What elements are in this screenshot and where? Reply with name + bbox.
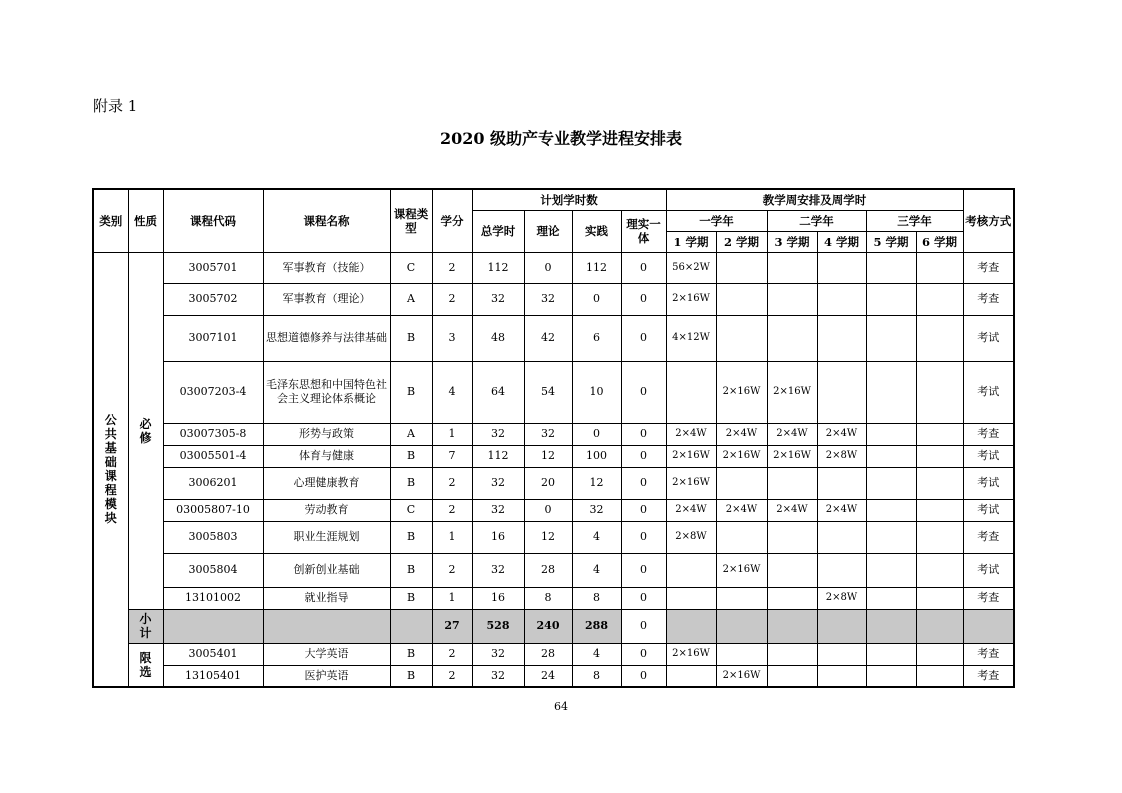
subtotal-name xyxy=(263,609,390,643)
cell-term-1 xyxy=(666,587,716,609)
cell-term-6 xyxy=(916,283,963,315)
cell-practerm-ice: 10 xyxy=(572,361,621,423)
cell-theory: 32 xyxy=(524,423,572,445)
cell-name: 创新创业基础 xyxy=(263,553,390,587)
cell-crediterm-: 2 xyxy=(432,499,472,521)
cell-crediterm-: 2 xyxy=(432,283,472,315)
cell-exam: 考查 xyxy=(963,643,1014,665)
table-row xyxy=(93,499,1014,521)
cell-type: B xyxy=(390,467,432,499)
cell-term-4 xyxy=(817,283,866,315)
cell-interm-egrated: 0 xyxy=(621,587,666,609)
cell-term-1: 2×4W xyxy=(666,423,716,445)
subtotal-term-1 xyxy=(666,609,716,643)
cell-term-2 xyxy=(716,521,767,553)
cell-practerm-ice: 100 xyxy=(572,445,621,467)
cell-name: 军事教育（理论） xyxy=(263,283,390,315)
cell-name: 体育与健康 xyxy=(263,445,390,467)
cell-name: 思想道德修养与法律基础 xyxy=(263,315,390,361)
cell-term-1: 2×8W xyxy=(666,521,716,553)
cell-term-5 xyxy=(866,553,916,587)
cell-interm-egrated: 0 xyxy=(621,315,666,361)
subtotal-type xyxy=(390,609,432,643)
cell-code: 3005702 xyxy=(163,283,263,315)
table-row xyxy=(93,467,1014,499)
cell-type: B xyxy=(390,553,432,587)
cell-theory: 42 xyxy=(524,315,572,361)
cell-theory: 8 xyxy=(524,587,572,609)
cell-code: 3007101 xyxy=(163,315,263,361)
cell-term-1: 2×16W xyxy=(666,445,716,467)
header-name: 课程名称 xyxy=(263,189,390,252)
cell-crediterm-: 1 xyxy=(432,521,472,553)
cell-term-4 xyxy=(817,252,866,283)
cell-term-3 xyxy=(767,521,817,553)
cell-term-6 xyxy=(916,361,963,423)
header-integrated: 理实一体 xyxy=(621,210,666,252)
table-row xyxy=(93,553,1014,587)
cell-term-5 xyxy=(866,665,916,687)
subtotal-term-6 xyxy=(916,609,963,643)
cell-total: 32 xyxy=(472,553,524,587)
cell-term-5 xyxy=(866,423,916,445)
subtotal-term-3 xyxy=(767,609,817,643)
table-row xyxy=(93,283,1014,315)
cell-term-1: 2×16W xyxy=(666,643,716,665)
subtotal-code xyxy=(163,609,263,643)
cell-term-2 xyxy=(716,283,767,315)
cell-term-4 xyxy=(817,643,866,665)
cell-interm-egrated: 0 xyxy=(621,499,666,521)
cell-practerm-ice: 4 xyxy=(572,643,621,665)
cell-total: 32 xyxy=(472,665,524,687)
table-row xyxy=(93,521,1014,553)
cell-term-5 xyxy=(866,587,916,609)
cell-total: 48 xyxy=(472,315,524,361)
cell-code: 13101002 xyxy=(163,587,263,609)
cell-type: B xyxy=(390,587,432,609)
cell-term-2: 2×16W xyxy=(716,553,767,587)
table-row xyxy=(93,587,1014,609)
cell-practerm-ice: 32 xyxy=(572,499,621,521)
cell-term-3: 2×16W xyxy=(767,361,817,423)
cell-term-2: 2×16W xyxy=(716,445,767,467)
cell-term-6 xyxy=(916,252,963,283)
cell-term-4: 2×8W xyxy=(817,587,866,609)
subtotal-practice: 288 xyxy=(572,609,621,643)
cell-total: 32 xyxy=(472,467,524,499)
cell-term-3 xyxy=(767,665,817,687)
header-term-5: 5 学期 xyxy=(866,231,916,252)
cell-code: 3005804 xyxy=(163,553,263,587)
cell-term-6 xyxy=(916,553,963,587)
cell-type: B xyxy=(390,445,432,467)
cell-term-1: 2×4W xyxy=(666,499,716,521)
cell-theory: 24 xyxy=(524,665,572,687)
header-year1: 一学年 xyxy=(666,210,767,231)
cell-theory: 0 xyxy=(524,499,572,521)
page-title: 2020 级助产专业教学进程安排表 xyxy=(439,129,683,148)
cell-term-4 xyxy=(817,521,866,553)
cell-interm-egrated: 0 xyxy=(621,643,666,665)
subtotal-integrated: 0 xyxy=(621,609,666,643)
cell-type: B xyxy=(390,521,432,553)
cell-exam: 考试 xyxy=(963,467,1014,499)
cell-name: 大学英语 xyxy=(263,643,390,665)
cell-practerm-ice: 4 xyxy=(572,553,621,587)
cell-term-3: 2×4W xyxy=(767,499,817,521)
header-type: 课程类型 xyxy=(390,189,432,252)
header-term-3: 3 学期 xyxy=(767,231,817,252)
cell-term-2: 2×16W xyxy=(716,361,767,423)
cell-term-6 xyxy=(916,665,963,687)
cell-interm-egrated: 0 xyxy=(621,553,666,587)
subtotal-total: 528 xyxy=(472,609,524,643)
subtotal-label-text: 小计 xyxy=(139,612,152,640)
cell-theory: 20 xyxy=(524,467,572,499)
cell-type: B xyxy=(390,665,432,687)
table-row xyxy=(93,643,1014,665)
cell-term-4 xyxy=(817,467,866,499)
cell-theory: 28 xyxy=(524,553,572,587)
cell-practerm-ice: 6 xyxy=(572,315,621,361)
cell-code: 03007203-4 xyxy=(163,361,263,423)
cell-practerm-ice: 12 xyxy=(572,467,621,499)
cell-name: 形势与政策 xyxy=(263,423,390,445)
cell-name: 医护英语 xyxy=(263,665,390,687)
cell-term-4: 2×4W xyxy=(817,423,866,445)
cell-term-1: 2×16W xyxy=(666,283,716,315)
cell-term-5 xyxy=(866,283,916,315)
cell-term-6 xyxy=(916,587,963,609)
cell-term-5 xyxy=(866,361,916,423)
cell-name: 军事教育（技能） xyxy=(263,252,390,283)
nature-elective-cell xyxy=(128,643,163,687)
header-term-2: 2 学期 xyxy=(716,231,767,252)
table-row xyxy=(93,665,1014,687)
cell-code: 3005401 xyxy=(163,643,263,665)
cell-term-2 xyxy=(716,587,767,609)
cell-term-5 xyxy=(866,467,916,499)
table-body xyxy=(93,252,1014,687)
cell-term-3 xyxy=(767,315,817,361)
cell-interm-egrated: 0 xyxy=(621,445,666,467)
subtotal-exam xyxy=(963,609,1014,643)
table-header xyxy=(93,189,1014,252)
cell-total: 32 xyxy=(472,283,524,315)
cell-total: 64 xyxy=(472,361,524,423)
subtotal-term-2 xyxy=(716,609,767,643)
cell-code: 3005701 xyxy=(163,252,263,283)
cell-term-2: 2×4W xyxy=(716,499,767,521)
table-row xyxy=(93,445,1014,467)
category-cell-text: 公共基础课程模块 xyxy=(104,413,117,526)
cell-crediterm-: 7 xyxy=(432,445,472,467)
header-nature: 性质 xyxy=(128,189,163,252)
cell-term-3 xyxy=(767,252,817,283)
cell-name: 就业指导 xyxy=(263,587,390,609)
cell-code: 03007305-8 xyxy=(163,423,263,445)
header-credit: 学分 xyxy=(432,189,472,252)
cell-term-2: 2×16W xyxy=(716,665,767,687)
cell-code: 3006201 xyxy=(163,467,263,499)
cell-term-4: 2×4W xyxy=(817,499,866,521)
cell-code: 3005803 xyxy=(163,521,263,553)
header-category: 类别 xyxy=(93,189,128,252)
cell-term-5 xyxy=(866,499,916,521)
cell-exam: 考试 xyxy=(963,315,1014,361)
cell-practerm-ice: 8 xyxy=(572,665,621,687)
appendix-label: 附录 1 xyxy=(93,97,138,115)
cell-theory: 0 xyxy=(524,252,572,283)
cell-term-4 xyxy=(817,665,866,687)
cell-theory: 28 xyxy=(524,643,572,665)
header-theory: 理论 xyxy=(524,210,572,252)
cell-crediterm-: 3 xyxy=(432,315,472,361)
cell-exam: 考试 xyxy=(963,445,1014,467)
cell-term-3 xyxy=(767,553,817,587)
cell-term-3: 2×16W xyxy=(767,445,817,467)
cell-type: B xyxy=(390,315,432,361)
cell-practerm-ice: 0 xyxy=(572,423,621,445)
schedule-table xyxy=(92,188,1015,688)
cell-total: 112 xyxy=(472,445,524,467)
header-term-1: 1 学期 xyxy=(666,231,716,252)
cell-crediterm-: 1 xyxy=(432,423,472,445)
cell-term-5 xyxy=(866,445,916,467)
nature-required-cell-text: 必修 xyxy=(139,416,152,445)
cell-interm-egrated: 0 xyxy=(621,283,666,315)
cell-term-1 xyxy=(666,361,716,423)
cell-exam: 考查 xyxy=(963,587,1014,609)
cell-term-6 xyxy=(916,643,963,665)
cell-term-1 xyxy=(666,553,716,587)
cell-total: 32 xyxy=(472,643,524,665)
cell-term-6 xyxy=(916,467,963,499)
header-exam: 考核方式 xyxy=(963,189,1014,252)
cell-term-2 xyxy=(716,252,767,283)
cell-term-5 xyxy=(866,521,916,553)
cell-name: 心理健康教育 xyxy=(263,467,390,499)
cell-term-1 xyxy=(666,665,716,687)
cell-total: 16 xyxy=(472,521,524,553)
cell-term-4 xyxy=(817,553,866,587)
cell-term-6 xyxy=(916,445,963,467)
cell-term-4 xyxy=(817,315,866,361)
cell-exam: 考查 xyxy=(963,252,1014,283)
cell-term-4: 2×8W xyxy=(817,445,866,467)
header-term-4: 4 学期 xyxy=(817,231,866,252)
cell-interm-egrated: 0 xyxy=(621,361,666,423)
cell-exam: 考查 xyxy=(963,521,1014,553)
subtotal-term-5 xyxy=(866,609,916,643)
cell-practerm-ice: 4 xyxy=(572,521,621,553)
cell-crediterm-: 2 xyxy=(432,467,472,499)
cell-crediterm-: 2 xyxy=(432,553,472,587)
cell-crediterm-: 2 xyxy=(432,665,472,687)
cell-type: B xyxy=(390,361,432,423)
cell-exam: 考试 xyxy=(963,553,1014,587)
cell-type: A xyxy=(390,423,432,445)
cell-term-1: 2×16W xyxy=(666,467,716,499)
cell-code: 13105401 xyxy=(163,665,263,687)
cell-term-3 xyxy=(767,467,817,499)
subtotal-credit: 27 xyxy=(432,609,472,643)
cell-term-3: 2×4W xyxy=(767,423,817,445)
header-planned-hours: 计划学时数 xyxy=(472,189,666,210)
cell-term-4 xyxy=(817,361,866,423)
header-weekly: 教学周安排及周学时 xyxy=(666,189,963,210)
cell-name: 职业生涯规划 xyxy=(263,521,390,553)
cell-term-6 xyxy=(916,521,963,553)
cell-crediterm-: 2 xyxy=(432,252,472,283)
cell-practerm-ice: 8 xyxy=(572,587,621,609)
cell-interm-egrated: 0 xyxy=(621,665,666,687)
cell-term-5 xyxy=(866,643,916,665)
cell-term-3 xyxy=(767,587,817,609)
cell-term-6 xyxy=(916,499,963,521)
cell-type: C xyxy=(390,499,432,521)
page-number: 64 xyxy=(554,700,568,713)
subtotal-term-4 xyxy=(817,609,866,643)
cell-name: 毛泽东思想和中国特色社会主义理论体系概论 xyxy=(263,361,390,423)
cell-type: C xyxy=(390,252,432,283)
cell-total: 32 xyxy=(472,499,524,521)
cell-term-2 xyxy=(716,643,767,665)
cell-total: 16 xyxy=(472,587,524,609)
cell-exam: 考查 xyxy=(963,283,1014,315)
subtotal-label xyxy=(128,609,163,643)
cell-exam: 考试 xyxy=(963,361,1014,423)
cell-total: 112 xyxy=(472,252,524,283)
table-row xyxy=(93,423,1014,445)
cell-type: A xyxy=(390,283,432,315)
cell-practerm-ice: 112 xyxy=(572,252,621,283)
cell-theory: 12 xyxy=(524,445,572,467)
header-year3: 三学年 xyxy=(866,210,963,231)
cell-practerm-ice: 0 xyxy=(572,283,621,315)
subtotal-row xyxy=(93,609,1014,643)
cell-term-3 xyxy=(767,643,817,665)
cell-term-1: 56×2W xyxy=(666,252,716,283)
cell-code: 03005807-10 xyxy=(163,499,263,521)
nature-elective-cell-text: 限选 xyxy=(139,650,152,679)
cell-exam: 考试 xyxy=(963,499,1014,521)
header-term-6: 6 学期 xyxy=(916,231,963,252)
cell-interm-egrated: 0 xyxy=(621,423,666,445)
cell-crediterm-: 1 xyxy=(432,587,472,609)
cell-total: 32 xyxy=(472,423,524,445)
cell-code: 03005501-4 xyxy=(163,445,263,467)
cell-term-6 xyxy=(916,315,963,361)
cell-crediterm-: 4 xyxy=(432,361,472,423)
table-row xyxy=(93,252,1014,283)
cell-exam: 考查 xyxy=(963,423,1014,445)
cell-term-2: 2×4W xyxy=(716,423,767,445)
header-code: 课程代码 xyxy=(163,189,263,252)
cell-theory: 32 xyxy=(524,283,572,315)
nature-required-cell xyxy=(128,252,163,609)
cell-term-5 xyxy=(866,315,916,361)
cell-type: B xyxy=(390,643,432,665)
cell-term-6 xyxy=(916,423,963,445)
header-total: 总学时 xyxy=(472,210,524,252)
cell-interm-egrated: 0 xyxy=(621,467,666,499)
header-year2: 二学年 xyxy=(767,210,866,231)
category-cell xyxy=(93,252,128,687)
cell-term-2 xyxy=(716,315,767,361)
subtotal-theory: 240 xyxy=(524,609,572,643)
cell-term-5 xyxy=(866,252,916,283)
cell-name: 劳动教育 xyxy=(263,499,390,521)
cell-interm-egrated: 0 xyxy=(621,252,666,283)
table-row xyxy=(93,315,1014,361)
cell-exam: 考查 xyxy=(963,665,1014,687)
cell-term-3 xyxy=(767,283,817,315)
cell-theory: 12 xyxy=(524,521,572,553)
cell-theory: 54 xyxy=(524,361,572,423)
cell-interm-egrated: 0 xyxy=(621,521,666,553)
cell-term-2 xyxy=(716,467,767,499)
header-practice: 实践 xyxy=(572,210,621,252)
cell-crediterm-: 2 xyxy=(432,643,472,665)
cell-term-1: 4×12W xyxy=(666,315,716,361)
table-row xyxy=(93,361,1014,423)
